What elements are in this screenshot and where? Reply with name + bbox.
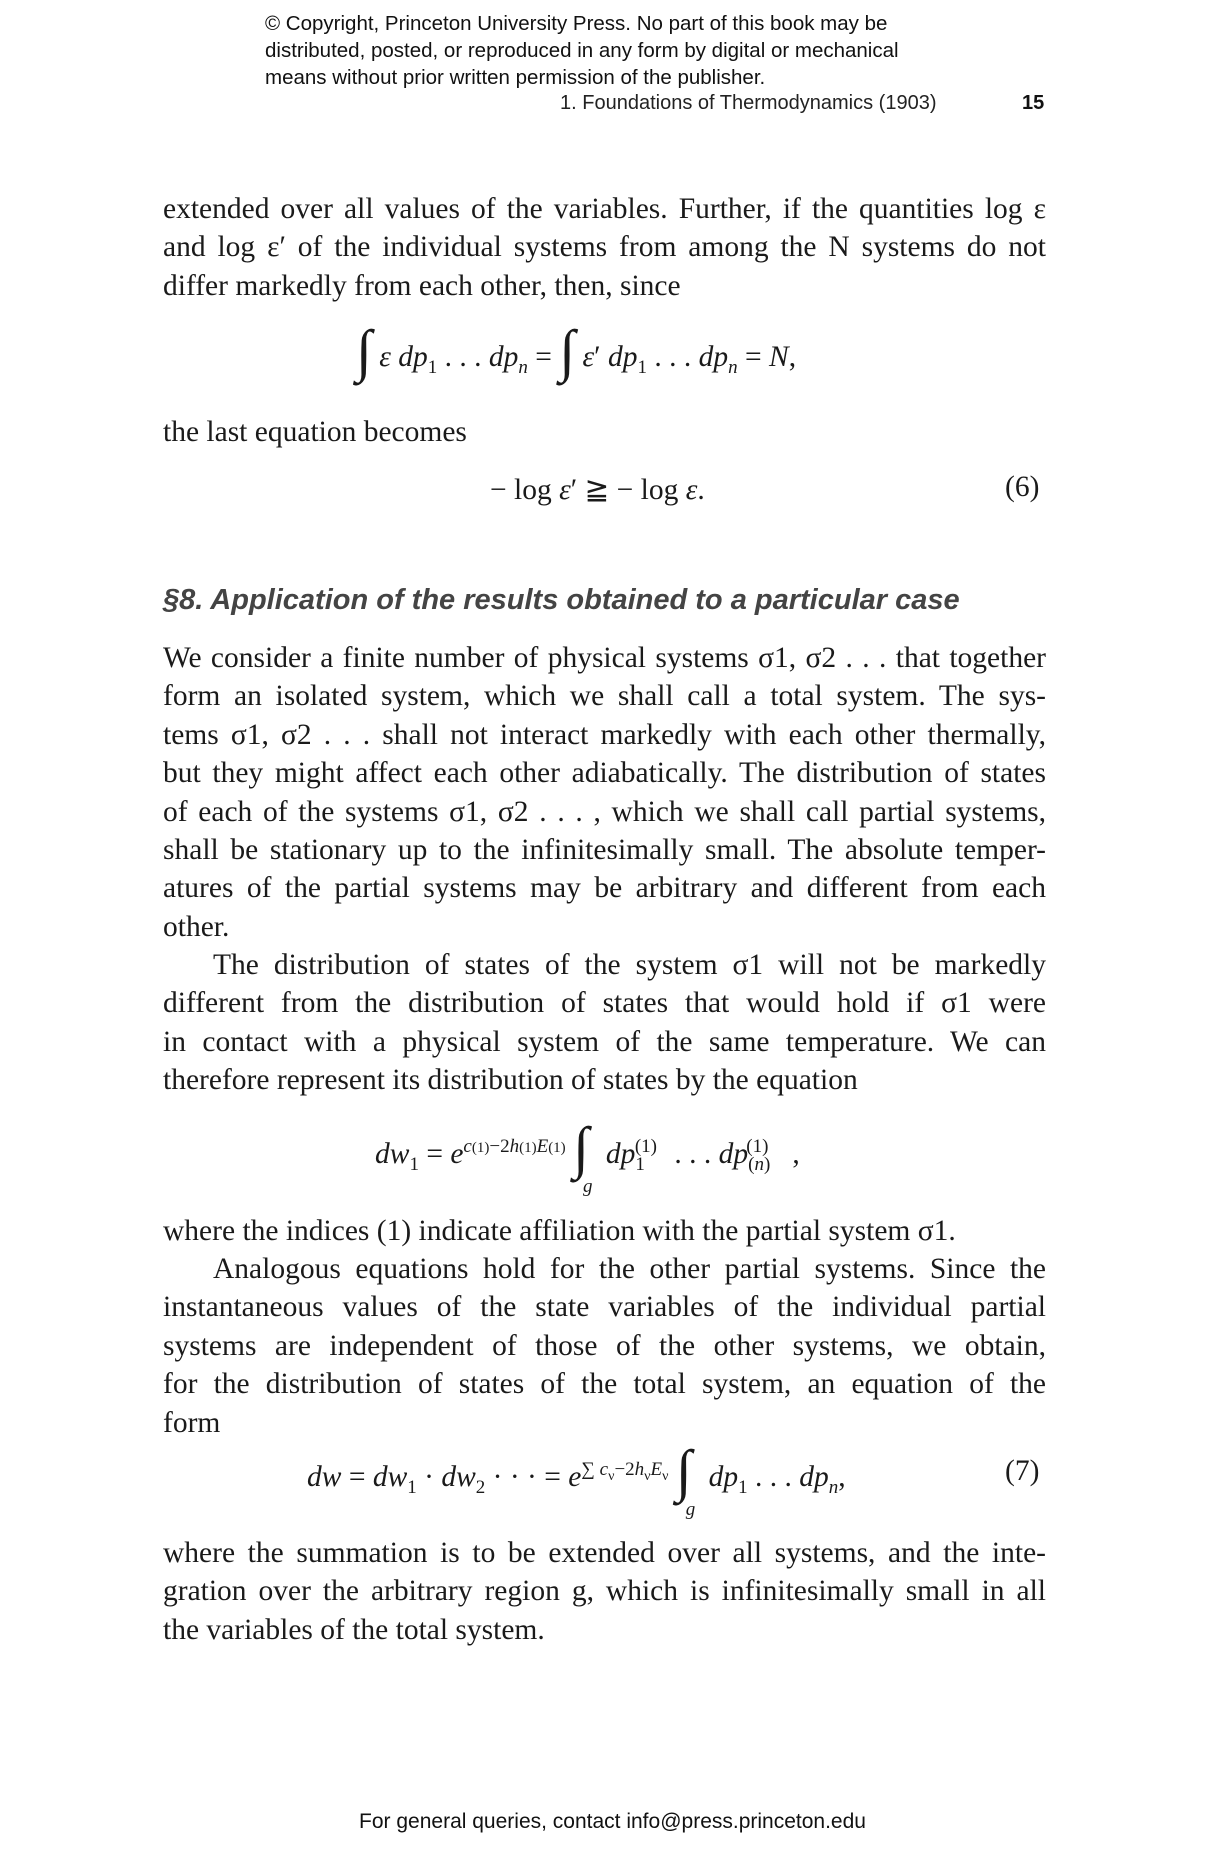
text-line: atures of the partial systems may be arbitrary and different from each xyxy=(163,872,1046,905)
paragraph-7 xyxy=(163,1534,1046,1649)
text-line: gration over the arbitrary region g, which is infinitesimally small in all xyxy=(163,1575,1046,1608)
text-line: the variables of the total system. xyxy=(163,1613,545,1646)
footer-contact: For general queries, contact info@press.princeton.edu xyxy=(359,1810,866,1833)
copyright-line: distributed, posted, or reproduced in any form by digital or mechanical xyxy=(265,39,899,62)
text-line: different from the distribution of states that would hold if σ1 were xyxy=(163,987,1046,1020)
text-line: The distribution of states of the system σ1 will not be markedly xyxy=(213,949,1046,981)
paragraph-3 xyxy=(163,639,1046,946)
copyright-notice xyxy=(265,10,1025,91)
paragraph-6 xyxy=(163,1250,1046,1442)
text-line: We consider a finite number of physical systems σ1, σ2 . . . that together xyxy=(163,642,1046,674)
equation-integral-normalization: ∫ ε $dp_1$ . . . $dp_n$ = ∫ ε′ $dp_1$ . . . $dp_n = N$, xyxy=(356,318,797,383)
paragraph-4 xyxy=(163,946,1046,1100)
text-line: but they might affect each other adiabatically. The distribution of states xyxy=(163,757,1046,790)
text-line: Analogous equations hold for the other partial systems. Since the xyxy=(213,1253,1046,1285)
text-line: of each of the systems σ1, σ2 . . . , which we shall call partial systems, xyxy=(163,795,1046,828)
text-line: therefore represent its distribution of states by the equation xyxy=(163,1064,858,1097)
equation-number-7: (7) xyxy=(1005,1455,1040,1487)
text-line: other. xyxy=(163,910,230,943)
text-line: where the indices (1) indicate affiliation with the partial system σ1. xyxy=(163,1215,956,1247)
copyright-line: means without prior written permission of the publisher. xyxy=(265,66,766,89)
paragraph-1 xyxy=(163,190,1046,305)
equation-7: dw = $dw_1 \cdot dw_2$ · · · = $e^{\sum c_\nu-2h_\nu E_\nu}$ $\int_g$ $dp_1$ . . . $dp_n$, xyxy=(307,1438,846,1520)
text-line: the last equation becomes xyxy=(163,416,467,448)
text-line: instantaneous values of the state variables of the individual partial xyxy=(163,1291,1046,1324)
text-line: shall be stationary up to the infinitesimally small. The absolute temper- xyxy=(163,834,1046,867)
text-line: for the distribution of states of the total system, an equation of the xyxy=(163,1368,1046,1401)
page-number: 15 xyxy=(1022,92,1045,114)
copyright-line: © Copyright, Princeton University Press. No part of this book may be xyxy=(265,12,888,35)
equation-6: − log ε′ ≧ − log ε. xyxy=(490,474,705,506)
text-line: form an isolated system, which we shall call a total system. The sys- xyxy=(163,680,1046,713)
text-line: tems σ1, σ2 . . . shall not interact markedly with each other thermally, xyxy=(163,718,1046,751)
text-line: where the summation is to be extended over all systems, and the inte- xyxy=(163,1537,1046,1569)
text-line: differ markedly from each other, then, since xyxy=(163,269,681,302)
text-line: extended over all values of the variables. Further, if the quantities log ε xyxy=(163,193,1046,225)
text-line: form xyxy=(163,1406,221,1439)
text-line: in contact with a physical system of the same temperature. We can xyxy=(163,1025,1046,1058)
paragraph-5 xyxy=(163,1212,1046,1250)
text-line: and log ε′ of the individual systems from among the N systems do not xyxy=(163,231,1046,264)
equation-dw1: $dw_1 = e^{c(1)-2h(1)E(1)}$ $\int_g$ $dp_1^{(1)}$ . . . $dp_{(n)}^{(1)}$ , xyxy=(375,1115,800,1197)
text-line: systems are independent of those of the other systems, we obtain, xyxy=(163,1329,1046,1362)
section-heading: §8. Application of the results obtained to a particular case xyxy=(163,584,960,616)
equation-number-6: (6) xyxy=(1005,471,1040,503)
paragraph-2 xyxy=(163,413,1046,451)
running-head: 1. Foundations of Thermodynamics (1903) xyxy=(560,92,937,114)
